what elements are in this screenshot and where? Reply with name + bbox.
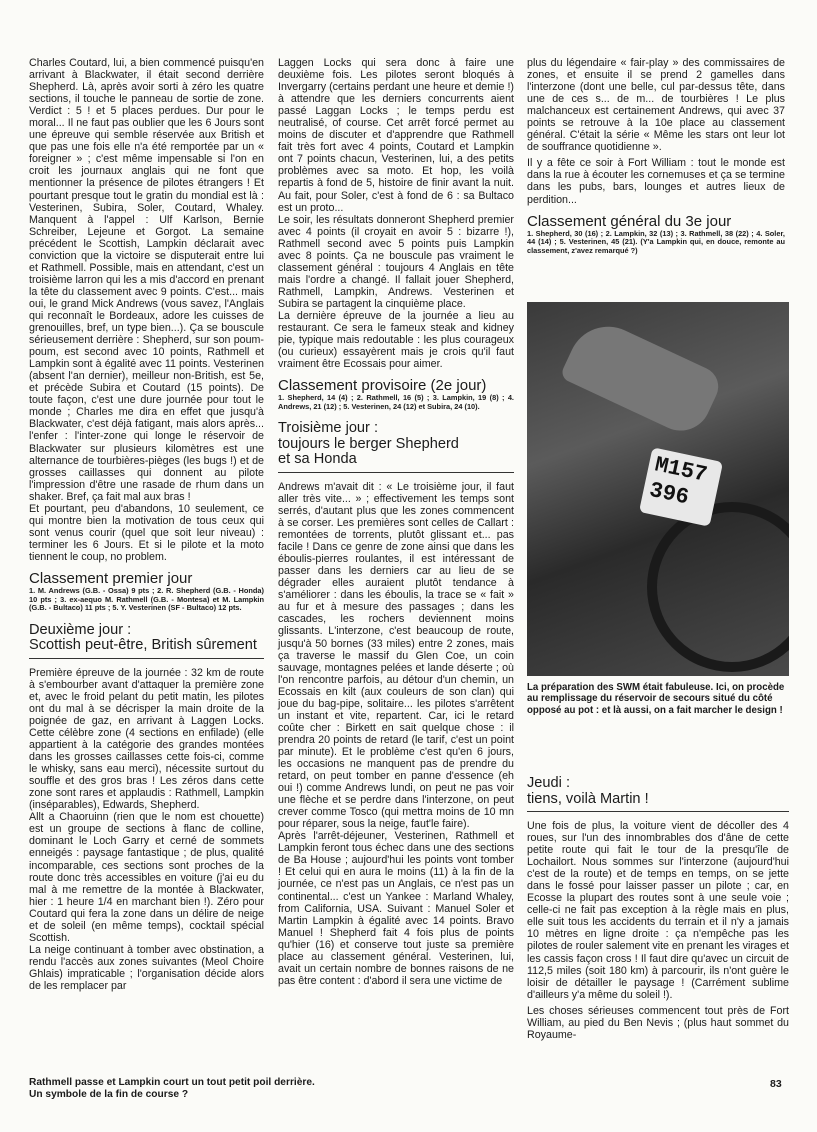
day4-heading [527, 776, 789, 807]
day2-section [29, 658, 264, 992]
column-2 [278, 57, 514, 987]
column-3-top [527, 57, 785, 255]
paragraph: Une fois de plus, la voiture vient de décoller des 4 roues, sur l'un des innombrables dos d'âne de cette petite route qui fait le tour de la presqu'île de Lochailort. Nous sommes sur l'interzone (aujourd'hui c'est de la route) et de temps en temps, on se jette dans le fossé pour laisser passer un pilote ; car, en Ecosse la plupart des routes sont à une seule voie ; celle-ci ne fait pas exception à la règle mais en plus, elle suit tous les accidents du terrain et il n'y a jamais 10 mètres en ligne droite : ça n'empêche pas les pilotes de rouler salement vite en prenant les virages et les cassis façon cross ! Il faut dire qu'avec un circuit de 112,5 miles (soit 180 km) à parcourir, ils n'ont guère le loisir de détailler le paysage ! (Carrément sublime d'ailleurs y'a même du soleil !). [527, 820, 789, 1001]
ranking-day3-heading: Classement général du 3e jour [527, 212, 732, 230]
paragraph: Allt a Chaoruinn (rien que le nom est chouette) est un groupe de sections à flanc de colline, dominant le Loch Garry et cerné de sommets enneigés : paysage fantastique ; de plus, qualité incomparable, ces sections sont proches de la route donc très accessibles en voiture (j'ai eu du mal à me remettre de la montée à Blackwater, hier : 1 heure 1/4 en marchant bien !). Zéro pour Coutard qui fera la zone dans un délire de neige et de soleil (en même temps), cocktail spécial Scottish. [29, 811, 264, 944]
footer-caption-line2: Un symbole de la fin de course ? [29, 1088, 189, 1100]
paragraph: Et pourtant, peu d'abandons, 10 seulement, ce qui montre bien la motivation de tous ceux qui sont venus courir (quel que soit leur niveau) : terminer les 6 Jours. Et si le pilote et la moto tiennent le coup, no problem. [29, 502, 264, 563]
column-1 [29, 57, 264, 992]
paragraph: La dernière épreuve de la journée a lieu au restaurant. Ce sera le fameux steak and kidney pie, typique mais redoutable : les plus courageux (ou curieux) essayèrent mais je crois qu'il faut vraiment être Ecossais pour aimer. [278, 309, 514, 371]
paragraph: Après l'arrêt-déjeuner, Vesterinen, Rathmell et Lampkin feront tous échec dans une des sections de Ba House ; aujourd'hui les points vont tomber ! Et celui qui en aura le moins (11) à la fin de la journée, ce n'est pas un Anglais, ce n'est pas un continental... c'est un Yankee : Marland Whaley, from California, USA. Suivant : Manuel Soler et Martin Lampkin à égalité avec 14 points. Bravo Manuel ! Shepherd fait 4 fois plus de points qu'hier (16) et conserve tout juste sa première place au classement général. Vesterinen, lui, avait un certain nombre de bonnes raisons de ne pas être content : d'abord il sera une victime de [278, 830, 514, 987]
day2-heading-line1: Deuxième jour : [29, 621, 132, 638]
day3-section [278, 472, 514, 987]
ranking-day2-heading: Classement provisoire (2e jour) [278, 377, 487, 395]
paragraph: plus du légendaire « fair-play » des commissaires de zones, et ensuite il se prend 2 gamelles dans l'interzone (dont une belle, cul par-dessus tête, dans une de ces s... de m... de tourbières ! Le plus malchanceux est certainement Andrews, qui avec 37 points se retrouve à la 10e place au classement général. C'était la série « Même les stars ont leur lot de souffrance quotidienne ». [527, 57, 785, 154]
ranking-day1-results: 1. M. Andrews (G.B. - Ossa) 9 pts ; 2. R. Shepherd (G.B. - Honda) 10 pts ; 3. ex-aequo M. Rathmell (G.B. - Montesa) et M. Lampkin (G.B. - Bultaco) 11 pts ; 5. Y. Vesterinen (SF - Bultaco) 12 pts. [29, 585, 264, 613]
day3-heading-line3: et sa Honda [278, 451, 357, 468]
wheel-shape [647, 502, 789, 672]
day3-heading-line1: Troisième jour : [278, 420, 379, 437]
day4-heading-line1: Jeudi : [527, 775, 570, 791]
plate-line2: 396 [647, 477, 692, 511]
paragraph: Andrews m'avait dit : « Le troisième jour, il faut aller très vite... » ; effectivement les temps sont serrés, d'autant plus que les zones commencent à se corser. Les premières sont celles de Callart : remontées de torrents, plutôt glissant et... pas facile ! Dans ce genre de zone ainsi que dans les éboulis-pierres roulantes, il est intéressant de passer dans les derniers car au lieu de se dégrader elles auraient plutôt tendance à s'améliorer : dans les éboulis, la trace se « fait » au fur et à mesure des passages ; dans les cascades, les rochers deviennent moins glissants. L'interzone, c'est beaucoup de route, jusqu'à 50 bornes (33 miles) entre 2 zones, mais ça traverse le massif du Glen Coe, un coin sauvage, montagnes pelées et lande déserte ; où l'on rencontre parfois, au détour d'un chemin, un Ecossais en kilt (aux couleurs de son clan) qui joue du bag-pipe, solitaire... les pilotes s'arrêtent un instant et vite, repartent. Car, ici le retard coûte cher : Birkett en sait quelque chose : il prendra 20 points de retard (le tarif, c'est un point par minute). Et le problème c'est qu'en 6 jours, les occasions ne manquent pas de prendre du retard, on peut tomber en panne d'essence (eh oui !) comme Andrews lundi, on peut ne pas voir une flèche et se perdre dans l'interzone, on peut crever comme Tosco (qui mettra moins de 10 mn pour réparer, sous la neige, faut'le faire). [278, 480, 514, 831]
number-plate [639, 447, 723, 527]
day2-heading-line2: Scottish peut-être, British sûrement [29, 637, 257, 654]
paragraph: Première épreuve de la journée : 32 km de route à s'embourber avant d'attaquer la première zone et, avec le froid pelant du petit matin, les pilotes ont du mal à se décrisper la main droite de la poignée de gaz, en arrivant à Laggen Locks. Cette célèbre zone (4 sections en enfilade) (elle appartient à la catégorie des grandes montées dans les grosses caillasses cette fois-ci, comme le whisky, sans eau merci), nécessite surtout du souffle et des gros bras ! Les zéros dans cette zone sont rares et applaudis : Rathmell, Lampkin (inséparables), Edwards, Shepherd. [29, 666, 264, 812]
ranking-day3-results: 1. Shepherd, 30 (16) ; 2. Lampkin, 32 (13) ; 3. Rathmell, 38 (22) ; 4. Soler, 44 (14) ; 5. Vesterinen, 45 (21). (Y'a Lampkin qui, en douce, remonte au classement, z'avez remarqué ?) [527, 228, 785, 255]
footer-caption [29, 1077, 529, 1101]
footer-caption-line1: Rathmell passe et Lampkin court un tout petit poil derrière. [29, 1077, 315, 1088]
photo-caption: La préparation des SWM était fabuleuse. Ici, on procède au remplissage du réservoir de secours situé du côté opposé au pot : et là aussi, on a fait marcher le design ! [527, 682, 785, 716]
day4-heading-line2: tiens, voilà Martin ! [527, 790, 649, 807]
page-number: 83 [770, 1078, 782, 1090]
day4-section [527, 811, 789, 1041]
ranking-day1-heading: Classement premier jour [29, 569, 193, 587]
day2-heading [29, 623, 264, 654]
day3-heading-line2: toujours le berger Shepherd [278, 435, 459, 452]
paragraph: Charles Coutard, lui, a bien commencé puisqu'en arrivant à Blackwater, il était second derrière Shepherd. Là, après avoir sorti à zéro les quatre sections, il touche le panneau de sortie de zone. Verdict : 5 ! et 5 places perdues. Dur pour le moral... Il ne faut pas oublier que les 6 Jours sont une épreuve qui semble réservée aux British et que pas une fois elle n'a été remportée par un « foreigner » ; c'est même impensable si l'on en croit les journaux anglais qui ne font que mentionner la présence de pilotes étrangers ! Et pourtant presque tout le gratin du mondial est là : Vesterinen, Subira, Soler, Coutard, Whaley. Manquent à l'appel : Ulf Karlson, Bernie Schreiber, Lejeune et Gorgot. La semaine précédent le Scottish, Lampkin déclarait avec conviction que la victoire se disputerait entre lui et Rathmell. Possible, mais en attendant, c'est un troisième larron qui les a mis d'accord en prenant la tête du classement avec 9 points. C'est... mais oui, le grand Mick Andrews (vous savez, l'Anglais qui reconnaît le Bordeaux, adore les cuisses de grenouilles, bref, un type bien...). Ça se bouscule sérieusement derrière : Shepherd, sur son poum-poum, est second avec 10 points, Rathmell et Lampkin sont à égalité avec 11 points. Vesterinen (absent l'an dernier), meilleur non-British, est 5e, et précède Subira et Coutard (15 points). De toute façon, c'est une dure journée pour tout le monde ; Charles me dira en effet que jusqu'à Blackwater, c'est déjà fatigant, mais alors après... l'enfer : l'inter-zone qui longe le réservoir de Blackwater sur plusieurs kilomètres est une alternance de tourbières-pièges (les bugs !) et de grosses caillasses qui donnent au pilote l'impression d'être une rasade de rhum dans un shaker. Bref, ça fait mal aux bras ! [29, 57, 264, 503]
fuel-tank-shape [559, 314, 725, 441]
motorcycle-photo [527, 302, 789, 676]
ranking-day2-results: 1. Shepherd, 14 (4) ; 2. Rathmell, 16 (5) ; 3. Lampkin, 19 (8) ; 4. Andrews, 21 (12) ; 5. Vesterinen, 24 (12) et Subira, 24 (10). [278, 393, 514, 411]
day3-heading [278, 421, 514, 468]
column-3-bottom [527, 776, 789, 1041]
paragraph: Les choses sérieuses commencent tout près de Fort William, au pied du Ben Nevis ; (plus haut sommet du Royaume- [527, 1004, 789, 1041]
plate-line1: M157 [652, 452, 710, 488]
paragraph: Le soir, les résultats donneront Shepherd premier avec 4 points (il croyait en avoir 5 : bizarre !), Rathmell second avec 5 points puis Lampkin avec 8 points. Ça ne bouscule pas vraiment le classement général : toujours 4 Anglais en tête mais l'ordre a changé. Il fallait jouer Shepherd, Rathmell, Lampkin, Andrews. Vesterinen et Subira se partagent la cinquième place. [278, 213, 514, 310]
paragraph: La neige continuant à tomber avec obstination, a rendu l'accès aux zones suivantes (Meol Choire Ghlais) impraticable ; l'organisation décide alors de les remplacer par [29, 943, 264, 992]
paragraph: Laggen Locks qui sera donc à faire une deuxième fois. Les pilotes seront bloqués à Invergarry (certains perdant une heure et demie !) à attendre que les derniers concurrents aient passé Laggan Locks ; le temps perdu est neutralisé, of course. Cet arrêt forcé permet au moins de discuter et d'apprendre que Rathmell fait très fort avec 4 points, Coutard et Lampkin ont 7 points chacun, Vesterinen, lui, a des petits problèmes avec sa moto. Et hop, les voilà repartis à fond de 5, histoire de finir avant la nuit. Au fait, pour Soler, c'est à fond de 6 : sa Bultaco est un proto... [278, 57, 514, 214]
paragraph: Il y a fête ce soir à Fort William : tout le monde est dans la rue à écouter les cornemuses et ça se termine dans les pubs, bars, lounges et autres lieux de perdition... [527, 157, 785, 206]
